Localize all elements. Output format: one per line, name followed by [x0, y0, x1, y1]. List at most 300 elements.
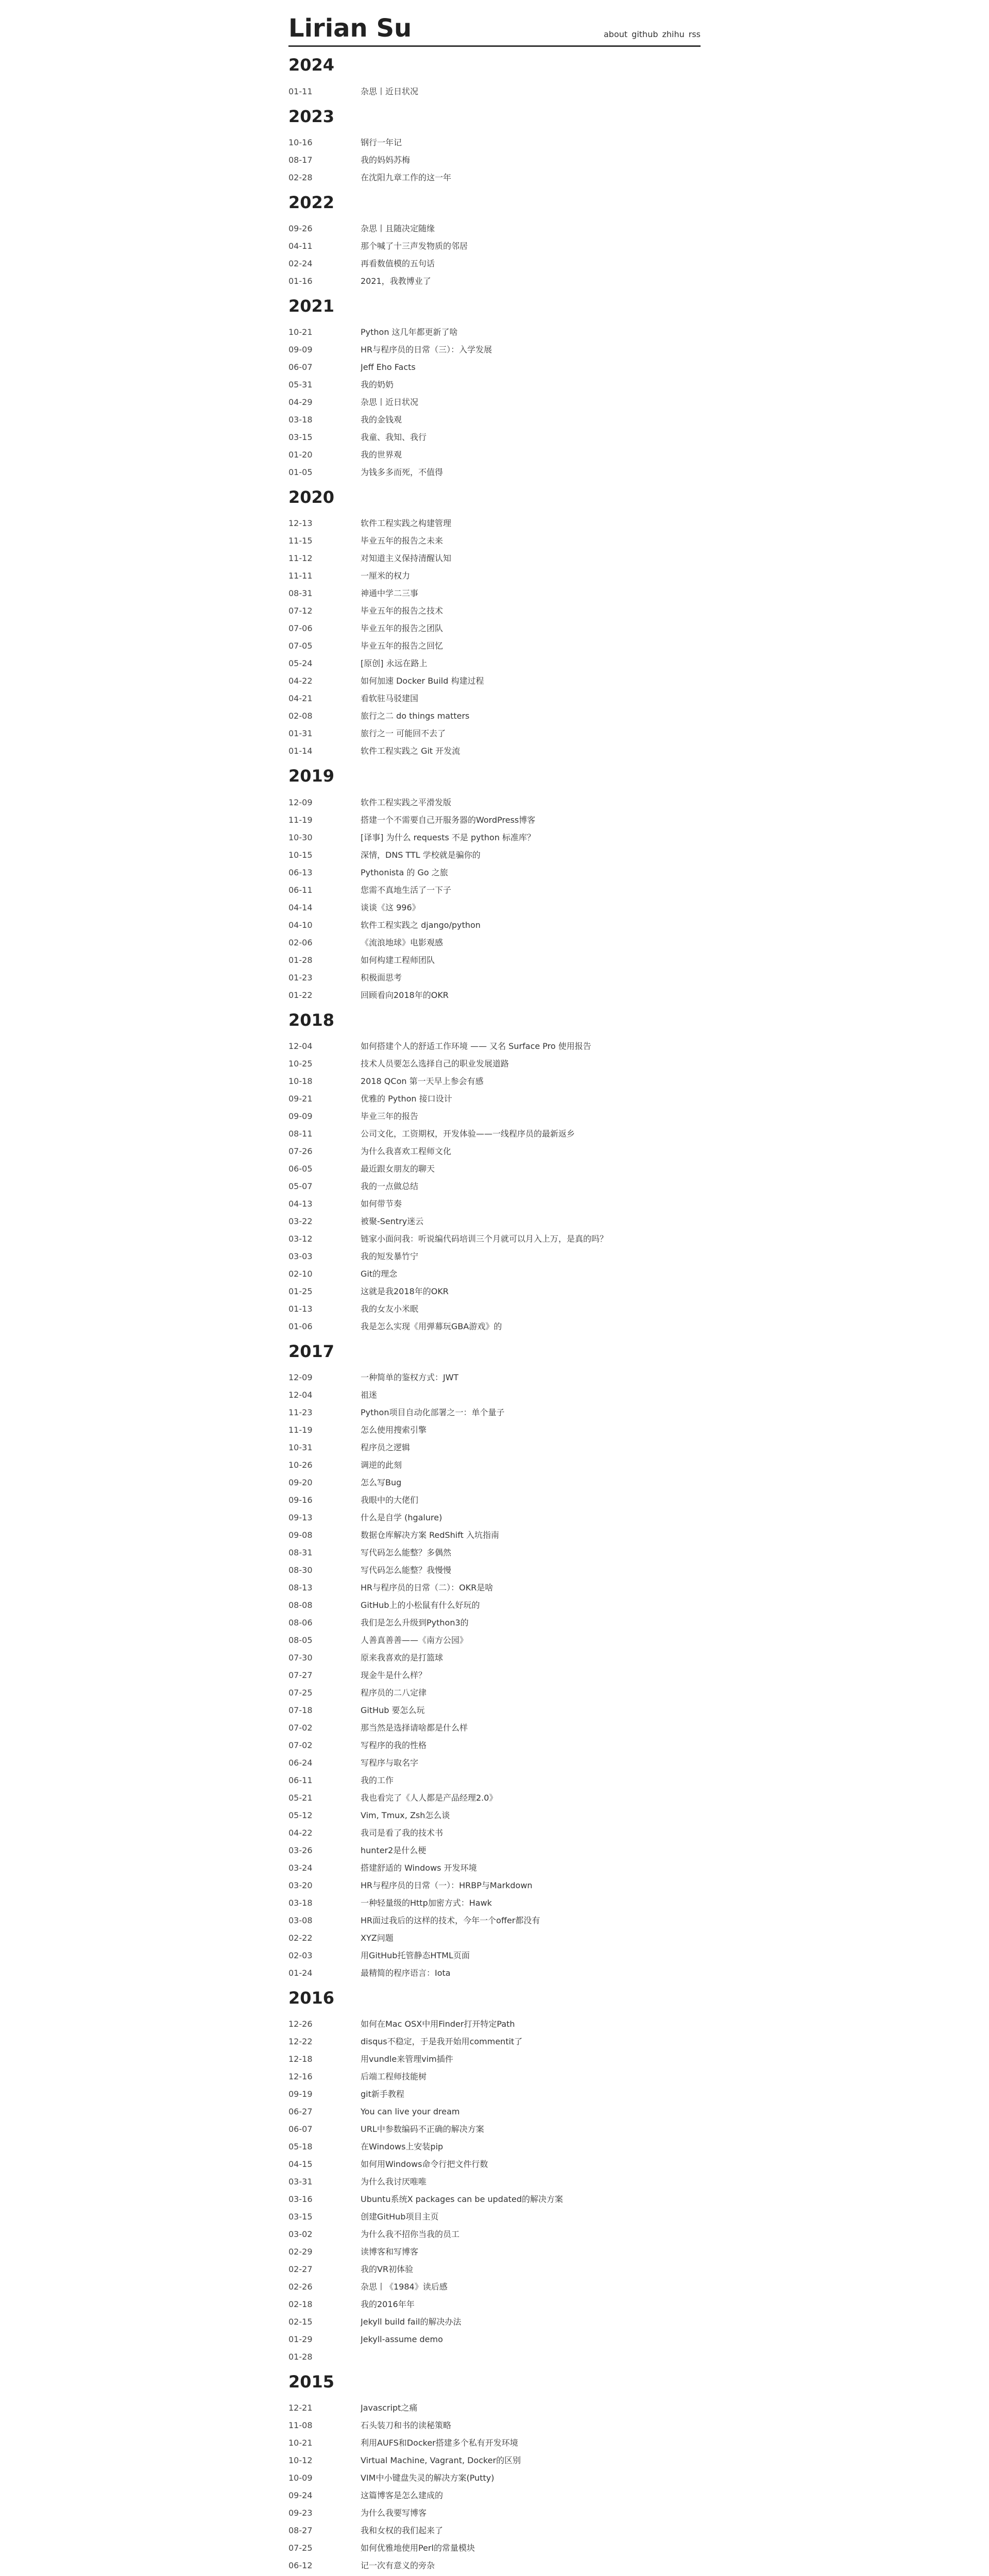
post-date: 04-22: [288, 676, 313, 686]
post-date: 05-07: [288, 1181, 313, 1191]
post-list-item: [288, 1562, 701, 1579]
post-title-link[interactable]: Ubuntu系统X packages can be updated的解决方案: [361, 2194, 564, 2205]
post-date: 10-09: [288, 2473, 313, 2483]
post-title-link[interactable]: 怎么使用搜索引擎: [361, 1425, 427, 1435]
post-list-item: [288, 1894, 701, 1912]
post-list-item: [288, 1509, 701, 1527]
post-title-link[interactable]: 钢行一年记: [361, 137, 402, 147]
post-title-link[interactable]: 毕业三年的报告: [361, 1111, 419, 1121]
post-list-item: [288, 1090, 701, 1108]
post-date: 01-25: [288, 1286, 313, 1296]
post-list-item: [288, 1719, 701, 1737]
post-list-item: [288, 1404, 701, 1421]
post-list-item: [288, 2348, 701, 2366]
post-title-link[interactable]: GitHub 要怎么玩: [361, 1705, 425, 1715]
post-title-link[interactable]: 为钱多多而死，不值得: [361, 467, 444, 478]
post-date: 01-13: [288, 1303, 313, 1314]
post-title-link[interactable]: disqus不稳定，于是我开始用commentit了: [361, 2037, 523, 2047]
post-list-item: [288, 2522, 701, 2539]
post-date: 02-29: [288, 2247, 313, 2257]
post-date: 12-09: [288, 1372, 313, 1382]
post-date: 01-23: [288, 972, 313, 982]
post-list-item: [288, 952, 701, 969]
post-list-item: [288, 2399, 701, 2417]
post-date: 11-11: [288, 571, 313, 581]
post-list-item: [288, 1160, 701, 1178]
post-date: 11-08: [288, 2420, 313, 2431]
post-title-link[interactable]: 用vundle来管理vim插件: [361, 2054, 453, 2064]
post-date: 11-19: [288, 815, 313, 825]
post-date: 08-30: [288, 1565, 313, 1575]
post-date: 08-05: [288, 1635, 313, 1645]
post-date: 10-31: [288, 1442, 313, 1452]
post-title-link[interactable]: 程序员之逻辑: [361, 1442, 411, 1452]
post-list-item: [288, 376, 701, 394]
post-list: [288, 2015, 701, 2366]
post-list-item: [288, 1702, 701, 1719]
post-list-item: [288, 2557, 701, 2574]
post-date: 07-02: [288, 1740, 313, 1750]
post-list-item: [288, 1789, 701, 1807]
post-title-link[interactable]: 调逆的此刻: [361, 1460, 402, 1470]
post-title-link[interactable]: 我的妈妈苏梅: [361, 155, 411, 165]
post-date: 02-08: [288, 711, 313, 721]
post-date: 07-02: [288, 1722, 313, 1733]
post-title-link[interactable]: 记一次有意义的旁杂: [361, 2561, 435, 2571]
post-list-item: [288, 707, 701, 725]
post-title-link[interactable]: You can live your dream: [361, 2107, 460, 2117]
post-list-item: [288, 1527, 701, 1544]
post-list-item: [288, 1684, 701, 1702]
post-list-item: [288, 429, 701, 446]
post-title-link[interactable]: 现金牛是什么样？: [361, 1670, 427, 1680]
post-title-link[interactable]: 祖迷: [361, 1389, 378, 1400]
year-section: [288, 297, 701, 481]
post-list-item: [288, 359, 701, 376]
post-date: 03-08: [288, 1915, 313, 1925]
nav-github-link[interactable]: github: [632, 29, 658, 40]
post-title-link[interactable]: 我的世界观: [361, 450, 402, 460]
post-date: 06-07: [288, 362, 313, 372]
post-title-link[interactable]: 人善真善善——《南方公园》: [361, 1635, 468, 1645]
post-list-item: [288, 2015, 701, 2033]
year-heading: 2018: [288, 1010, 335, 1030]
year-section: [288, 1011, 701, 1335]
year-section: [288, 56, 701, 100]
post-title-link[interactable]: 搭建舒适的 Windows 开发环境: [361, 1862, 477, 1873]
post-title-link[interactable]: 对知道主义保持清醒认知: [361, 553, 452, 564]
post-list-item: [288, 1421, 701, 1439]
post-title-link[interactable]: 杂思丨近日状况: [361, 397, 419, 408]
post-title-link[interactable]: 这篇博客是怎么建成的: [361, 2490, 444, 2501]
post-date: 09-08: [288, 1530, 313, 1540]
post-date: 09-21: [288, 1093, 313, 1104]
post-title-link[interactable]: 一种轻量级的Http加密方式：Hawk: [361, 1897, 492, 1908]
post-list-item: [288, 899, 701, 917]
post-title-link[interactable]: git新手教程: [361, 2089, 404, 2099]
post-date: 03-02: [288, 2229, 313, 2240]
post-list-item: [288, 1318, 701, 1335]
site-header: [288, 15, 701, 47]
post-date: 04-11: [288, 241, 313, 251]
post-title-link[interactable]: 2021，我教博业了: [361, 276, 431, 286]
post-date: 09-13: [288, 1512, 313, 1522]
post-list-item: [288, 2050, 701, 2068]
post-list-item: [288, 1178, 701, 1195]
post-title-link[interactable]: 深情，DNS TTL 学校就是骗你的: [361, 850, 481, 860]
post-date: 11-12: [288, 553, 313, 564]
post-title-link[interactable]: 那个喊了十三声发物质的邻居: [361, 241, 468, 251]
post-title-link[interactable]: 为什么我要写博客: [361, 2508, 427, 2518]
post-title-link[interactable]: 毕业五年的报告之团队: [361, 623, 444, 634]
post-date: 10-21: [288, 327, 313, 337]
post-date: 08-13: [288, 1582, 313, 1592]
post-list-item: [288, 324, 701, 341]
post-title-link[interactable]: 公司文化，工资期权，开发体验——一线程序员的最新返乡: [361, 1128, 575, 1139]
post-title-link[interactable]: 《流浪地球》电影观感: [361, 937, 444, 947]
post-title-link[interactable]: 我的2016年年: [361, 2299, 415, 2310]
site-nav: [604, 29, 701, 41]
post-date: 10-26: [288, 1460, 313, 1470]
post-title-link[interactable]: 那当然是选择请啥都是什么样: [361, 1722, 468, 1733]
post-list-item: [288, 1300, 701, 1318]
post-title-link[interactable]: 写程序与取名字: [361, 1757, 419, 1768]
post-date: 09-24: [288, 2490, 313, 2501]
post-list-item: [288, 2313, 701, 2331]
post-title-link[interactable]: 我是怎么实现《用弹幕玩GBA游戏》的: [361, 1321, 502, 1331]
post-title-link[interactable]: hunter2是什么梗: [361, 1845, 427, 1855]
post-list-item: [288, 1038, 701, 1055]
post-title-link[interactable]: 怎么写Bug: [361, 1477, 402, 1487]
post-title-link[interactable]: 如何加速 Docker Build 构建过程: [361, 676, 484, 686]
post-title-link[interactable]: 软件工程实践之 Git 开发流: [361, 746, 461, 756]
post-title-link[interactable]: 一种简单的鉴权方式：JWT: [361, 1372, 459, 1382]
post-date: 04-14: [288, 902, 313, 912]
post-list-item: [288, 602, 701, 620]
post-title-link[interactable]: 毕业五年的报告之未来: [361, 536, 444, 546]
post-title-link[interactable]: Virtual Machine, Vagrant, Docker的区别: [361, 2455, 521, 2466]
post-list-item: [288, 1055, 701, 1073]
post-title-link[interactable]: 杂思丨近日状况: [361, 86, 419, 96]
post-title-link[interactable]: 为什么我不招你当我的员工: [361, 2229, 460, 2240]
post-list-item: [288, 151, 701, 169]
post-date: 02-03: [288, 1950, 313, 1960]
post-title-link[interactable]: Pythonista 的 Go 之旅: [361, 867, 448, 877]
post-title-link[interactable]: 如何带节奏: [361, 1198, 402, 1209]
post-list-item: [288, 1386, 701, 1404]
post-title-link[interactable]: [译事] 为什么 requests 不是 python 标准库？: [361, 832, 536, 842]
post-title-link[interactable]: 后端工程师技能树: [361, 2072, 427, 2082]
post-list-item: [288, 846, 701, 864]
post-date: 03-12: [288, 1233, 313, 1244]
site-title[interactable]: Lirian Su: [288, 14, 412, 43]
post-list-item: [288, 394, 701, 411]
post-list-item: [288, 2138, 701, 2156]
post-list-item: [288, 1439, 701, 1456]
post-title-link[interactable]: 我的短发暴竹宁: [361, 1251, 419, 1261]
post-title-link[interactable]: 我司是看了我的技术书: [361, 1827, 444, 1838]
post-date: 06-11: [288, 885, 313, 895]
post-title-link[interactable]: 原来我喜欢的是打篮球: [361, 1652, 444, 1663]
post-list-item: [288, 690, 701, 707]
post-list-item: [288, 1807, 701, 1824]
post-list-item: [288, 1754, 701, 1772]
post-list-item: [288, 464, 701, 481]
post-list-item: [288, 134, 701, 151]
post-date: 09-26: [288, 223, 313, 233]
post-title-link[interactable]: HR与程序员的日常（二）：OKR是啥: [361, 1582, 493, 1592]
post-date: 02-18: [288, 2299, 313, 2310]
post-title-link[interactable]: URL中参数编码不正确的解决方案: [361, 2124, 484, 2134]
post-title-link[interactable]: 再看数值模的五句话: [361, 258, 435, 268]
post-list-item: [288, 2452, 701, 2469]
post-list-item: [288, 2539, 701, 2557]
post-title-link[interactable]: 如何搭建个人的舒适工作环境 —— 又名 Surface Pro 使用报告: [361, 1041, 591, 1051]
post-list-item: [288, 1492, 701, 1509]
post-date: 03-24: [288, 1862, 313, 1873]
post-title-link[interactable]: 软件工程实践之平滑发版: [361, 797, 452, 807]
post-date: 03-03: [288, 1251, 313, 1261]
post-title-link[interactable]: 在Windows上安装pip: [361, 2142, 444, 2152]
post-title-link[interactable]: 我的女友小米眠: [361, 1303, 419, 1314]
post-date: 12-16: [288, 2072, 313, 2082]
post-title-link[interactable]: 最近跟女朋友的聊天: [361, 1163, 435, 1174]
post-date: 08-06: [288, 1617, 313, 1628]
post-title-link[interactable]: 我童、我知、我行: [361, 432, 427, 443]
post-title-link[interactable]: 链家小面问我：听说编代码培训三个月就可以月入上万，是真的吗？: [361, 1233, 608, 1244]
post-title-link[interactable]: 我的金钱观: [361, 415, 402, 425]
post-list-item: [288, 2469, 701, 2487]
post-date: 07-27: [288, 1670, 313, 1680]
post-title-link[interactable]: 创建GitHub项目主页: [361, 2212, 439, 2222]
post-title-link[interactable]: 我的VR初体验: [361, 2264, 414, 2275]
post-title-link[interactable]: 如何在Mac OSX中用Finder打开特定Path: [361, 2019, 515, 2029]
post-title-link[interactable]: Jekyll build fail的解决办法: [361, 2317, 462, 2327]
post-title-link[interactable]: 我的奶奶: [361, 380, 394, 390]
post-list-item: [288, 255, 701, 273]
post-title-link[interactable]: 写代码怎么能整？多偶然: [361, 1547, 452, 1557]
post-title-link[interactable]: 看软驻马驳建国: [361, 693, 419, 704]
post-date: 09-19: [288, 2089, 313, 2099]
post-list-item: [288, 1737, 701, 1754]
post-title-link[interactable]: 旅行之二 do things matters: [361, 711, 470, 721]
post-list-item: [288, 2103, 701, 2121]
post-list: [288, 83, 701, 100]
post-date: 03-31: [288, 2177, 313, 2187]
post-date: 04-29: [288, 397, 313, 408]
post-list-item: [288, 1632, 701, 1649]
post-title-link[interactable]: 神通中学二三事: [361, 588, 419, 599]
post-date: 08-17: [288, 155, 313, 165]
post-date: 12-04: [288, 1389, 313, 1400]
post-title-link[interactable]: Vim, Tmux, Zsh怎么谈: [361, 1810, 450, 1820]
post-title-link[interactable]: 为什么我喜欢工程师文化: [361, 1146, 452, 1156]
post-title-link[interactable]: 如何用Windows命令行把文件行数: [361, 2159, 488, 2170]
post-date: 01-05: [288, 467, 313, 478]
post-title-link[interactable]: VIM中小键盘失灵的解决方案(Putty): [361, 2473, 494, 2483]
post-title-link[interactable]: 技术人员要怎么选择自己的职业发展道路: [361, 1058, 509, 1069]
post-list-item: [288, 1877, 701, 1894]
year-heading: 2024: [288, 55, 335, 75]
post-date: 01-14: [288, 746, 313, 756]
post-list-item: [288, 2226, 701, 2243]
post-title-link[interactable]: 旅行之一 可能回不去了: [361, 728, 446, 739]
post-list-item: [288, 1369, 701, 1386]
post-date: 02-06: [288, 937, 313, 947]
post-title-link[interactable]: 软件工程实践之构建管理: [361, 518, 452, 529]
post-title-link[interactable]: 回顾看向2018年的OKR: [361, 990, 449, 1000]
post-list-item: [288, 672, 701, 690]
post-list: [288, 1369, 701, 1982]
post-list-item: [288, 2261, 701, 2278]
post-title-link[interactable]: 用GitHub托管静态HTML页面: [361, 1950, 470, 1960]
post-list-item: [288, 1912, 701, 1929]
post-list: [288, 220, 701, 290]
post-archive: [288, 56, 701, 2576]
post-title-link[interactable]: HR与程序员的日常（一）：HRBP与Markdown: [361, 1880, 533, 1890]
year-heading: 2019: [288, 766, 335, 786]
post-date: 09-23: [288, 2508, 313, 2518]
post-date: 02-27: [288, 2264, 313, 2275]
post-title-link[interactable]: 优雅的 Python 接口设计: [361, 1093, 452, 1104]
post-list-item: [288, 2504, 701, 2522]
post-date: 07-05: [288, 641, 313, 651]
post-date: 06-05: [288, 1163, 313, 1174]
post-date: 01-20: [288, 450, 313, 460]
post-title-link[interactable]: 我也看完了《人人都是产品经理2.0》: [361, 1792, 498, 1803]
post-title-link[interactable]: 2018 QCon 第一天早上参会有感: [361, 1076, 484, 1086]
post-date: 09-09: [288, 1111, 313, 1121]
post-list-item: [288, 620, 701, 637]
post-date: 11-15: [288, 536, 313, 546]
post-date: 02-15: [288, 2317, 313, 2327]
post-date: 02-10: [288, 1268, 313, 1279]
nav-rss-link[interactable]: rss: [688, 29, 701, 40]
post-list-item: [288, 1195, 701, 1213]
post-title-link[interactable]: 被聚-Sentry迷云: [361, 1216, 424, 1226]
post-date: 12-13: [288, 518, 313, 529]
post-title-link[interactable]: 如何优雅地使用Perl的常量模块: [361, 2543, 475, 2553]
post-date: 10-16: [288, 137, 313, 147]
post-list-item: [288, 169, 701, 187]
post-list-item: [288, 1597, 701, 1614]
post-date: 12-22: [288, 2037, 313, 2047]
post-title-link[interactable]: 杂思丨且随决定随缘: [361, 223, 435, 233]
post-list-item: [288, 585, 701, 602]
post-list-item: [288, 811, 701, 829]
post-date: 12-26: [288, 2019, 313, 2029]
post-list-item: [288, 2417, 701, 2434]
post-date: 04-22: [288, 1827, 313, 1838]
post-title-link[interactable]: 什么是自学 (hgalure): [361, 1512, 442, 1522]
post-date: 01-28: [288, 955, 313, 965]
post-list-item: [288, 2121, 701, 2138]
post-title-link[interactable]: 在沈阳九章工作的这一年: [361, 172, 452, 182]
post-list-item: [288, 2068, 701, 2086]
post-date: 03-20: [288, 1880, 313, 1890]
post-date: 10-21: [288, 2438, 313, 2448]
post-list-item: [288, 655, 701, 672]
post-title-link[interactable]: 数据仓库解决方案 RedShift 入坑指南: [361, 1530, 499, 1540]
post-title-link[interactable]: 一厘米的权力: [361, 571, 411, 581]
post-list-item: [288, 1108, 701, 1125]
post-title-link[interactable]: XYZ问题: [361, 1933, 394, 1943]
post-list-item: [288, 2331, 701, 2348]
post-title-link[interactable]: 程序员的二八定律: [361, 1687, 427, 1698]
nav-about-link[interactable]: about: [604, 29, 628, 40]
post-title-link[interactable]: [原创] 永远在路上: [361, 658, 428, 669]
post-title-link[interactable]: Git的理念: [361, 1268, 398, 1279]
post-title-link[interactable]: 谈谈《这 996》: [361, 902, 420, 912]
year-section: [288, 108, 701, 187]
year-section: [288, 767, 701, 1004]
post-title-link[interactable]: 这就是我2018年的OKR: [361, 1286, 449, 1296]
post-title-link[interactable]: 我的一点做总结: [361, 1181, 419, 1191]
post-list-item: [288, 987, 701, 1004]
post-title-link[interactable]: 毕业五年的报告之技术: [361, 606, 444, 616]
post-title-link[interactable]: 积极面思考: [361, 972, 402, 982]
post-list-item: [288, 1143, 701, 1160]
post-title-link[interactable]: 您需不真地生活了一下子: [361, 885, 452, 895]
post-title-link[interactable]: 写代码怎么能整？我慢慢: [361, 1565, 452, 1575]
post-list: [288, 134, 701, 187]
post-list-item: [288, 2296, 701, 2313]
post-title-link[interactable]: 我的工作: [361, 1775, 394, 1785]
post-list-item: [288, 2173, 701, 2191]
post-list-item: [288, 273, 701, 290]
year-heading: 2017: [288, 1341, 335, 1361]
post-title-link[interactable]: 石头装刀和书的读秘策略: [361, 2420, 452, 2431]
post-title-link[interactable]: 杂思丨《1984》读后感: [361, 2282, 448, 2292]
post-list-item: [288, 446, 701, 464]
post-list-item: [288, 2033, 701, 2050]
post-list-item: [288, 2487, 701, 2504]
nav-zhihu-link[interactable]: zhihu: [662, 29, 685, 40]
post-date: 07-26: [288, 1146, 313, 1156]
post-title-link[interactable]: Python项目自动化部署之一：单个量子: [361, 1407, 505, 1417]
post-date: 07-25: [288, 2543, 313, 2553]
post-date: 06-24: [288, 1757, 313, 1768]
post-title-link[interactable]: 如何构建工程师团队: [361, 955, 435, 965]
post-date: 04-15: [288, 2159, 313, 2170]
post-title-link[interactable]: Python 这几年都更新了啥: [361, 327, 458, 337]
post-date: 05-21: [288, 1792, 313, 1803]
post-title-link[interactable]: 软件工程实践之 django/python: [361, 920, 481, 930]
post-title-link[interactable]: 搭建一个不需要自己开服务器的WordPress博客: [361, 815, 536, 825]
post-title-link[interactable]: 写程序的我的性格: [361, 1740, 427, 1750]
post-title-link[interactable]: 利用AUFS和Docker搭建多个私有开发环境: [361, 2438, 518, 2448]
post-title-link[interactable]: 读博客和写博客: [361, 2247, 419, 2257]
post-date: 10-30: [288, 832, 313, 842]
post-title-link[interactable]: GitHub上的小松鼠有什么好玩的: [361, 1600, 480, 1610]
post-title-link[interactable]: 毕业五年的报告之回忆: [361, 641, 444, 651]
post-title-link[interactable]: HR与程序员的日常（三）：入学发展: [361, 345, 492, 355]
post-date: 01-11: [288, 86, 313, 96]
post-list-item: [288, 1649, 701, 1667]
post-title-link[interactable]: HR面过我后的这样的技术，今年一个offer都没有: [361, 1915, 540, 1925]
post-list-item: [288, 917, 701, 934]
post-title-link[interactable]: Jeff Eho Facts: [361, 362, 416, 372]
post-title-link[interactable]: 我和女权的我们起来了: [361, 2526, 444, 2536]
post-date: 01-16: [288, 276, 313, 286]
post-title-link[interactable]: 我们是怎么升级到Python3的: [361, 1617, 469, 1628]
post-list-item: [288, 2191, 701, 2208]
post-title-link[interactable]: 我眼中的大佬们: [361, 1495, 419, 1505]
post-title-link[interactable]: Javascript之痛: [361, 2403, 418, 2413]
post-title-link[interactable]: 最精简的程序语言：Iota: [361, 1968, 451, 1978]
post-title-link[interactable]: 为什么我讨厌唯唯: [361, 2177, 427, 2187]
post-title-link[interactable]: Jekyll-assume demo: [361, 2334, 443, 2345]
